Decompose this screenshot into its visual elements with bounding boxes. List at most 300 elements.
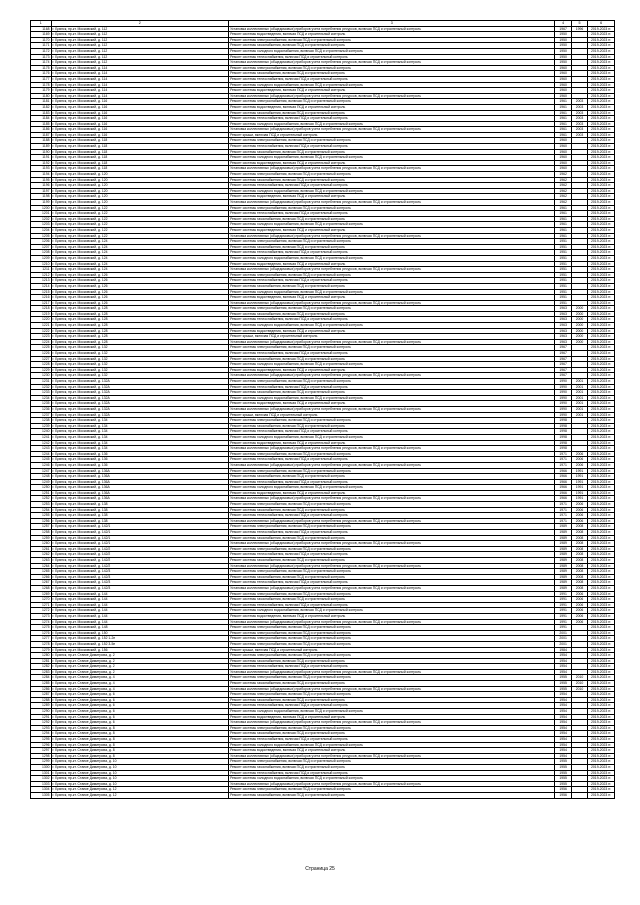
work-type-cell: Ремонт системы электроснабжения, включая ПСД и строительный контроль <box>229 625 555 631</box>
repair-year-cell: 2008 <box>571 585 587 591</box>
row-number: 1193 <box>31 166 52 172</box>
period-cell: 2019-2023 гг. <box>588 172 615 178</box>
period-cell: 2019-2023 гг. <box>588 54 615 60</box>
address-cell: г. Брянск, пр-кт. Московский, д. 136 <box>51 462 229 468</box>
row-number: 1237 <box>31 412 52 418</box>
row-number: 1179 <box>31 88 52 94</box>
address-cell: г. Брянск, пр-кт. Московский, д. 132 <box>51 351 229 357</box>
work-type-cell: Ремонт системы холодного водоснабжения, включая ПСД и строительный контроль <box>229 155 555 161</box>
period-cell: 2019-2023 гг. <box>588 149 615 155</box>
period-cell: 2019-2023 гг. <box>588 289 615 295</box>
row-number: 1203 <box>31 222 52 228</box>
build-year-cell: 1961 <box>555 205 571 211</box>
address-cell: г. Брянск, пр-кт. Московский, д. 126 <box>51 295 229 301</box>
address-cell: г. Брянск, пр-кт. Станке Димитрова, д. 4 <box>51 675 229 681</box>
period-cell: 2019-2023 гг. <box>588 406 615 412</box>
address-cell: г. Брянск, пр-кт. Московский, д. 114 <box>51 71 229 77</box>
work-type-cell: Ремонт системы теплоснабжения, включая ПСД и строительный контроль <box>229 183 555 189</box>
address-cell: г. Брянск, пр-кт. Станке Димитрова, д. 2 <box>51 653 229 659</box>
work-type-cell: Ремонт системы газоснабжения, включая ПСД и строительный контроль <box>229 558 555 564</box>
row-number: 1259 <box>31 535 52 541</box>
period-cell: 2019-2023 гг. <box>588 720 615 726</box>
period-cell: 2019-2023 гг. <box>588 524 615 530</box>
address-cell: г. Брянск, пр-кт. Московский, д. 136А <box>51 474 229 480</box>
row-number: 1241 <box>31 434 52 440</box>
row-number: 1284 <box>31 675 52 681</box>
address-cell: г. Брянск, пр-кт. Московский, д. 136А <box>51 485 229 491</box>
row-number: 1175 <box>31 65 52 71</box>
row-number: 1250 <box>31 485 52 491</box>
row-number: 1298 <box>31 753 52 759</box>
build-year-cell: 1966 <box>555 468 571 474</box>
work-type-cell: Ремонт системы газоснабжения, включая ПСД и строительный контроль <box>229 764 555 770</box>
address-cell: г. Брянск, пр-кт. Московский, д. 128 <box>51 317 229 323</box>
address-cell: г. Брянск, пр-кт. Московский, д. 128 <box>51 328 229 334</box>
work-type-cell: Установка коллективных (общедомовых) приборов учета потребления ресурсов, включая ПСД и строительный контроль <box>229 563 555 569</box>
address-cell: г. Брянск, пр-кт. Московский, д. 120 <box>51 177 229 183</box>
work-type-cell: Ремонт системы газоснабжения, включая ПСД и строительный контроль <box>229 71 555 77</box>
period-cell: 2019-2023 гг. <box>588 608 615 614</box>
build-year-cell: 1954 <box>555 664 571 670</box>
address-cell: г. Брянск, пр-кт. Московский, д. 112 <box>51 60 229 66</box>
period-cell: 2019-2023 гг. <box>588 351 615 357</box>
period-cell: 2019-2023 гг. <box>588 177 615 183</box>
row-number: 1240 <box>31 429 52 435</box>
row-number: 1283 <box>31 669 52 675</box>
row-number: 1288 <box>31 697 52 703</box>
work-type-cell: Установка коллективных (общедомовых) приборов учета потребления ресурсов, включая ПСД и строительный контроль <box>229 753 555 759</box>
table-row <box>31 792 615 798</box>
build-year-cell: 1954 <box>555 653 571 659</box>
address-cell: г. Брянск, пр-кт. Московский, д. 116 <box>51 127 229 133</box>
address-cell: г. Брянск, пр-кт. Московский, д. 132 <box>51 345 229 351</box>
row-number: 1268 <box>31 585 52 591</box>
work-type-cell: Установка коллективных (общедомовых) приборов учета потребления ресурсов, включая ПСД и строительный контроль <box>229 373 555 379</box>
work-type-cell: Установка коллективных (общедомовых) приборов учета потребления ресурсов, включая ПСД и строительный контроль <box>229 60 555 66</box>
address-cell: г. Брянск, пр-кт. Московский, д. 132 <box>51 367 229 373</box>
period-cell: 2019-2023 гг. <box>588 76 615 82</box>
repair-year-cell: 2003 <box>571 132 587 138</box>
period-cell: 2019-2023 гг. <box>588 479 615 485</box>
build-year-cell: 1963 <box>555 317 571 323</box>
build-year-cell: 1971 <box>555 462 571 468</box>
row-number: 1304 <box>31 787 52 793</box>
row-number: 1297 <box>31 748 52 754</box>
work-type-cell: Ремонт системы холодного водоснабжения, включая ПСД и строительный контроль <box>229 323 555 329</box>
period-cell: 2019-2023 гг. <box>588 742 615 748</box>
period-cell: 2019-2023 гг. <box>588 211 615 217</box>
row-number: 1278 <box>31 641 52 647</box>
row-number: 1253 <box>31 502 52 508</box>
build-year-cell: 1989 <box>555 585 571 591</box>
row-number: 1174 <box>31 60 52 66</box>
build-year-cell: 1961 <box>555 216 571 222</box>
row-number: 1245 <box>31 457 52 463</box>
period-cell: 2019-2023 гг. <box>588 99 615 105</box>
build-year-cell: 1991 <box>555 608 571 614</box>
period-cell: 2019-2023 гг. <box>588 239 615 245</box>
address-cell: г. Брянск, пр-кт. Московский, д. 116 <box>51 99 229 105</box>
row-number: 1176 <box>31 71 52 77</box>
build-year-cell: 1989 <box>555 574 571 580</box>
row-number: 1230 <box>31 373 52 379</box>
address-cell: г. Брянск, пр-кт. Станке Димитрова, д. 8 <box>51 737 229 743</box>
work-type-cell: Ремонт системы водоотведения, включая ПСД и строительный контроль <box>229 328 555 334</box>
period-cell: 2019-2023 гг. <box>588 753 615 759</box>
row-number: 1242 <box>31 440 52 446</box>
repair-year-cell: 2008 <box>571 558 587 564</box>
work-type-cell: Ремонт системы теплоснабжения, включая ПСД и строительный контроль <box>229 457 555 463</box>
build-year-cell: 1962 <box>555 177 571 183</box>
build-year-cell: 1991 <box>555 625 571 631</box>
repair-year-cell: 2010 <box>571 675 587 681</box>
period-cell: 2019-2023 гг. <box>588 692 615 698</box>
column-number: 3 <box>229 21 555 27</box>
build-year-cell: 1967 <box>555 345 571 351</box>
work-type-cell: Ремонт системы теплоснабжения, включая ПСД и строительный контроль <box>229 76 555 82</box>
address-cell: г. Брянск, пр-кт. Московский, д. 128 <box>51 339 229 345</box>
row-number: 1267 <box>31 580 52 586</box>
address-cell: г. Брянск, пр-кт. Московский, д. 142/3 <box>51 569 229 575</box>
work-type-cell: Ремонт системы электроснабжения, включая ПСД и строительный контроль <box>229 502 555 508</box>
period-cell: 2019-2023 гг. <box>588 144 615 150</box>
work-type-cell: Ремонт системы электроснабжения, включая ПСД и строительный контроль <box>229 630 555 636</box>
work-type-cell: Ремонт системы газоснабжения, включая ПСД и строительный контроль <box>229 356 555 362</box>
build-year-cell: 1955 <box>555 759 571 765</box>
build-year-cell: 1960 <box>555 82 571 88</box>
work-type-cell: Ремонт системы теплоснабжения, включая ПСД и строительный контроль <box>229 530 555 536</box>
row-number: 1196 <box>31 183 52 189</box>
work-type-cell: Ремонт системы газоснабжения, включая ПСД и строительный контроль <box>229 731 555 737</box>
address-cell: г. Брянск, пр-кт. Московский, д. 112 <box>51 26 229 32</box>
address-cell: г. Брянск, пр-кт. Московский, д. 118 <box>51 138 229 144</box>
address-cell: г. Брянск, пр-кт. Московский, д. 122 <box>51 233 229 239</box>
period-cell: 2019-2023 гг. <box>588 709 615 715</box>
repair-year-cell: 2008 <box>571 530 587 536</box>
row-number: 1291 <box>31 714 52 720</box>
period-cell: 2019-2023 гг. <box>588 513 615 519</box>
build-year-cell: 1971 <box>555 457 571 463</box>
period-cell: 2019-2023 гг. <box>588 686 615 692</box>
address-cell: г. Брянск, пр-кт. Московский, д. 124 <box>51 267 229 273</box>
address-cell: г. Брянск, пр-кт. Московский, д. 112 <box>51 48 229 54</box>
address-cell: г. Брянск, пр-кт. Московский, д. 118 <box>51 149 229 155</box>
row-number: 1210 <box>31 261 52 267</box>
address-cell: г. Брянск, пр-кт. Московский, д. 134 <box>51 440 229 446</box>
work-type-cell: Установка коллективных (общедомовых) приборов учета потребления ресурсов, включая ПСД и строительный контроль <box>229 166 555 172</box>
repair-year-cell: 2006 <box>571 507 587 513</box>
work-type-cell: Ремонт системы водоотведения, включая ПСД и строительный контроль <box>229 160 555 166</box>
row-number: 1235 <box>31 401 52 407</box>
address-cell: г. Брянск, пр-кт. Станке Димитрова, д. 10 <box>51 759 229 765</box>
work-type-cell: Ремонт системы водоотведения, включая ПСД и строительный контроль <box>229 32 555 38</box>
row-number: 1195 <box>31 177 52 183</box>
build-year-cell: 1961 <box>555 211 571 217</box>
address-cell: г. Брянск, пр-кт. Московский, д. 156 <box>51 647 229 653</box>
work-type-cell: Ремонт системы газоснабжения, включая ПСД и строительный контроль <box>229 507 555 513</box>
work-type-cell: Ремонт системы водоотведения, включая ПСД и строительный контроль <box>229 401 555 407</box>
build-year-cell: 1960 <box>555 144 571 150</box>
work-type-cell: Установка коллективных (общедомовых) приборов учета потребления ресурсов, включая ПСД и строительный контроль <box>229 720 555 726</box>
address-cell: г. Брянск, пр-кт. Московский, д. 118 <box>51 155 229 161</box>
period-cell: 2019-2023 гг. <box>588 138 615 144</box>
address-cell: г. Брянск, пр-кт. Московский, д. 138 <box>51 518 229 524</box>
build-year-cell: 1961 <box>555 233 571 239</box>
column-number: 2 <box>51 21 229 27</box>
row-number: 1285 <box>31 681 52 687</box>
address-cell: г. Брянск, пр-кт. Московский, д. 136 <box>51 451 229 457</box>
period-cell: 2019-2023 гг. <box>588 121 615 127</box>
work-type-cell: Ремонт системы водоотведения, включая ПСД и строительный контроль <box>229 295 555 301</box>
repair-year-cell: 2000 <box>571 334 587 340</box>
row-number: 1281 <box>31 658 52 664</box>
build-year-cell: 1989 <box>555 524 571 530</box>
address-cell: г. Брянск, пр-кт. Станке Димитрова, д. 10 <box>51 764 229 770</box>
repair-year-cell: 2008 <box>571 552 587 558</box>
row-number: 1257 <box>31 524 52 530</box>
build-year-cell: 1962 <box>555 183 571 189</box>
row-number: 1282 <box>31 664 52 670</box>
address-cell: г. Брянск, пр-кт. Московский, д. 114 <box>51 76 229 82</box>
build-year-cell: 1961 <box>555 121 571 127</box>
build-year-cell: 1961 <box>555 127 571 133</box>
address-cell: г. Брянск, пр-кт. Московский, д. 128 <box>51 334 229 340</box>
work-type-cell: Ремонт системы электроснабжения, включая ПСД и строительный контроль <box>229 641 555 647</box>
period-cell: 2019-2023 гг. <box>588 65 615 71</box>
work-type-cell: Ремонт системы теплоснабжения, включая ПСД и строительный контроль <box>229 278 555 284</box>
row-number: 1272 <box>31 608 52 614</box>
period-cell: 2019-2023 гг. <box>588 311 615 317</box>
address-cell: г. Брянск, пр-кт. Станке Димитрова, д. 6 <box>51 714 229 720</box>
row-number: 1202 <box>31 216 52 222</box>
address-cell: г. Брянск, пр-кт. Московский, д. 132 <box>51 362 229 368</box>
build-year-cell: 1998 <box>555 434 571 440</box>
work-type-cell: Ремонт системы газоснабжения, включая ПСД и строительный контроль <box>229 423 555 429</box>
row-number: 1303 <box>31 781 52 787</box>
period-cell: 2019-2023 гг. <box>588 222 615 228</box>
row-number: 1266 <box>31 574 52 580</box>
period-cell: 2019-2023 гг. <box>588 412 615 418</box>
work-type-cell: Ремонт системы электроснабжения, включая ПСД и строительный контроль <box>229 675 555 681</box>
period-cell: 2019-2023 гг. <box>588 334 615 340</box>
build-year-cell: 2001 <box>555 630 571 636</box>
row-number: 1219 <box>31 311 52 317</box>
address-cell: г. Брянск, пр-кт. Станке Димитрова, д. 12 <box>51 792 229 798</box>
row-number: 1184 <box>31 116 52 122</box>
build-year-cell: 1956 <box>555 787 571 793</box>
repair-year-cell: 2006 <box>571 608 587 614</box>
row-number: 1211 <box>31 267 52 273</box>
period-cell: 2019-2023 гг. <box>588 485 615 491</box>
row-number: 1215 <box>31 289 52 295</box>
address-cell: г. Брянск, пр-кт. Московский, д. 144 <box>51 591 229 597</box>
period-cell: 2019-2023 гг. <box>588 116 615 122</box>
address-cell: г. Брянск, пр-кт. Станке Димитрова, д. 8 <box>51 753 229 759</box>
work-type-cell: Ремонт системы теплоснабжения, включая ПСД и строительный контроль <box>229 317 555 323</box>
build-year-cell: 1951 <box>555 255 571 261</box>
address-cell: г. Брянск, пр-кт. Московский, д. 134 <box>51 446 229 452</box>
build-year-cell: 2001 <box>555 641 571 647</box>
row-number: 1228 <box>31 362 52 368</box>
period-cell: 2019-2023 гг. <box>588 518 615 524</box>
address-cell: г. Брянск, пр-кт. Московский, д. 132А <box>51 384 229 390</box>
row-number: 1177 <box>31 76 52 82</box>
period-cell: 2019-2023 гг. <box>588 574 615 580</box>
period-cell: 2019-2023 гг. <box>588 625 615 631</box>
work-type-cell: Ремонт системы электроснабжения, включая ПСД и строительный контроль <box>229 653 555 659</box>
work-type-cell: Ремонт системы газоснабжения, включая ПСД и строительный контроль <box>229 149 555 155</box>
address-cell: г. Брянск, пр-кт. Московский, д. 142/2 <box>51 558 229 564</box>
build-year-cell: 1998 <box>555 440 571 446</box>
address-cell: г. Брянск, пр-кт. Московский, д. 116 <box>51 116 229 122</box>
repair-year-cell: 2008 <box>571 535 587 541</box>
build-year-cell: 1984 <box>555 647 571 653</box>
row-number: 1296 <box>31 742 52 748</box>
row-number: 1198 <box>31 194 52 200</box>
address-cell: г. Брянск, пр-кт. Станке Димитрова, д. 4 <box>51 686 229 692</box>
address-cell: г. Брянск, пр-кт. Московский, д. 124 <box>51 239 229 245</box>
address-cell: г. Брянск, пр-кт. Станке Димитрова, д. 8 <box>51 725 229 731</box>
period-cell: 2019-2023 гг. <box>588 104 615 110</box>
work-type-cell: Ремонт системы газоснабжения, включая ПСД и строительный контроль <box>229 177 555 183</box>
work-type-cell: Ремонт системы электроснабжения, включая ПСД и строительный контроль <box>229 37 555 43</box>
address-cell: г. Брянск, пр-кт. Станке Димитрова, д. 8 <box>51 748 229 754</box>
address-cell: г. Брянск, пр-кт. Московский, д. 116 <box>51 121 229 127</box>
repair-year-cell: 2006 <box>571 619 587 625</box>
address-cell: г. Брянск, пр-кт. Московский, д. 142/1 <box>51 524 229 530</box>
build-year-cell: 1989 <box>555 530 571 536</box>
row-number: 1244 <box>31 451 52 457</box>
period-cell: 2019-2023 гг. <box>588 233 615 239</box>
period-cell: 2019-2023 гг. <box>588 261 615 267</box>
period-cell: 2019-2023 гг. <box>588 48 615 54</box>
page-number: Страница 25 <box>305 866 335 872</box>
work-type-cell: Ремонт системы газоснабжения, включая ПСД и строительный контроль <box>229 474 555 480</box>
repair-year-cell: 2003 <box>571 127 587 133</box>
period-cell: 2019-2023 гг. <box>588 88 615 94</box>
repair-year-cell: 2006 <box>571 597 587 603</box>
repair-year-cell: 2010 <box>571 686 587 692</box>
work-type-cell: Ремонт системы теплоснабжения, включая ПСД и строительный контроль <box>229 479 555 485</box>
work-type-cell: Установка коллективных (общедомовых) приборов учета потребления ресурсов, включая ПСД и строительный контроль <box>229 200 555 206</box>
build-year-cell: 1971 <box>555 502 571 508</box>
work-type-cell: Ремонт системы холодного водоснабжения, включая ПСД и строительный контроль <box>229 434 555 440</box>
period-cell: 2019-2023 гг. <box>588 530 615 536</box>
address-cell: г. Брянск, пр-кт. Московский, д. 142/1 <box>51 541 229 547</box>
build-year-cell: 1998 <box>555 423 571 429</box>
address-cell: г. Брянск, пр-кт. Московский, д. 136А <box>51 496 229 502</box>
build-year-cell: 1962 <box>555 194 571 200</box>
work-type-cell: Ремонт системы теплоснабжения, включая ПСД и строительный контроль <box>229 737 555 743</box>
address-cell: г. Брянск, пр-кт. Московский, д. 120 <box>51 194 229 200</box>
period-cell: 2019-2023 гг. <box>588 295 615 301</box>
period-cell: 2019-2023 гг. <box>588 155 615 161</box>
period-cell: 2019-2023 гг. <box>588 636 615 642</box>
period-cell: 2019-2023 гг. <box>588 418 615 424</box>
address-cell: г. Брянск, пр-кт. Московский, д. 118 <box>51 160 229 166</box>
address-cell: г. Брянск, пр-кт. Станке Димитрова, д. 6 <box>51 709 229 715</box>
build-year-cell: 1962 <box>555 172 571 178</box>
address-cell: г. Брянск, пр-кт. Московский, д. 142/3 <box>51 580 229 586</box>
build-year-cell: 1951 <box>555 300 571 306</box>
row-number: 1221 <box>31 323 52 329</box>
build-year-cell: 1951 <box>555 261 571 267</box>
work-type-cell: Установка коллективных (общедомовых) приборов учета потребления ресурсов, включая ПСД и строительный контроль <box>229 669 555 675</box>
address-cell: г. Брянск, пр-кт. Московский, д. 124 <box>51 250 229 256</box>
build-year-cell: 1954 <box>555 737 571 743</box>
row-number: 1294 <box>31 731 52 737</box>
repair-year-cell: 2001 <box>571 412 587 418</box>
row-number: 1173 <box>31 54 52 60</box>
build-year-cell: 1961 <box>555 132 571 138</box>
work-type-cell: Установка коллективных (общедомовых) приборов учета потребления ресурсов, включая ПСД и строительный контроль <box>229 518 555 524</box>
row-number: 1194 <box>31 172 52 178</box>
row-number: 1232 <box>31 384 52 390</box>
build-year-cell: 1950 <box>555 48 571 54</box>
work-type-cell: Ремонт системы теплоснабжения, включая ПСД и строительный контроль <box>229 513 555 519</box>
row-number: 1286 <box>31 686 52 692</box>
row-number: 1277 <box>31 636 52 642</box>
row-number: 1305 <box>31 792 52 798</box>
period-cell: 2019-2023 гг. <box>588 255 615 261</box>
work-type-cell: Ремонт системы водоотведения, включая ПСД и строительный контроль <box>229 261 555 267</box>
row-number: 1302 <box>31 776 52 782</box>
period-cell: 2019-2023 гг. <box>588 390 615 396</box>
period-cell: 2019-2023 гг. <box>588 591 615 597</box>
row-number: 1225 <box>31 345 52 351</box>
row-number: 1187 <box>31 132 52 138</box>
work-type-cell: Ремонт системы водоотведения, включая ПСД и строительный контроль <box>229 440 555 446</box>
work-type-cell: Ремонт системы теплоснабжения, включая ПСД и строительный контроль <box>229 664 555 670</box>
period-cell: 2019-2023 гг. <box>588 569 615 575</box>
row-number: 1188 <box>31 138 52 144</box>
repair-year-cell: 1991 <box>571 474 587 480</box>
repair-year-cell: 2006 <box>571 591 587 597</box>
address-cell: г. Брянск, пр-кт. Станке Димитрова, д. 6 <box>51 697 229 703</box>
period-cell: 2019-2023 гг. <box>588 356 615 362</box>
build-year-cell: 1961 <box>555 110 571 116</box>
row-number: 1264 <box>31 563 52 569</box>
address-cell: г. Брянск, пр-кт. Московский, д. 124 <box>51 255 229 261</box>
period-cell: 2019-2023 гг. <box>588 776 615 782</box>
period-cell: 2019-2023 гг. <box>588 200 615 206</box>
work-type-cell: Ремонт системы водоотведения, включая ПСД и строительный контроль <box>229 88 555 94</box>
period-cell: 2019-2023 гг. <box>588 166 615 172</box>
address-cell: г. Брянск, пр-кт. Московский, д. 136А <box>51 490 229 496</box>
address-cell: г. Брянск, пр-кт. Московский, д. 144 <box>51 597 229 603</box>
work-type-cell: Ремонт системы электроснабжения, включая ПСД и строительный контроль <box>229 418 555 424</box>
row-number: 1168 <box>31 26 52 32</box>
period-cell: 2019-2023 гг. <box>588 317 615 323</box>
build-year-cell: 1954 <box>555 669 571 675</box>
work-type-cell: Установка коллективных (общедомовых) приборов учета потребления ресурсов, включая ПСД и строительный контроль <box>229 339 555 345</box>
period-cell: 2019-2023 гг. <box>588 664 615 670</box>
work-type-cell: Ремонт крыши, включая ПСД и строительный контроль <box>229 334 555 340</box>
row-number: 1295 <box>31 737 52 743</box>
row-number: 1273 <box>31 613 52 619</box>
address-cell: г. Брянск, пр-кт. Московский, д. 144 <box>51 608 229 614</box>
work-type-cell: Ремонт системы электроснабжения, включая ПСД и строительный контроль <box>229 787 555 793</box>
address-cell: г. Брянск, пр-кт. Московский, д. 138 <box>51 502 229 508</box>
work-type-cell: Ремонт системы электроснабжения, включая ПСД и строительный контроль <box>229 524 555 530</box>
row-number: 1217 <box>31 300 52 306</box>
work-type-cell: Ремонт системы газоснабжения, включая ПСД и строительный контроль <box>229 110 555 116</box>
row-number: 1190 <box>31 149 52 155</box>
repair-year-cell: 2008 <box>571 546 587 552</box>
repair-year-cell: 2006 <box>571 613 587 619</box>
work-type-cell: Ремонт системы холодного водоснабжения, включая ПСД и строительный контроль <box>229 742 555 748</box>
build-year-cell: 2001 <box>555 636 571 642</box>
